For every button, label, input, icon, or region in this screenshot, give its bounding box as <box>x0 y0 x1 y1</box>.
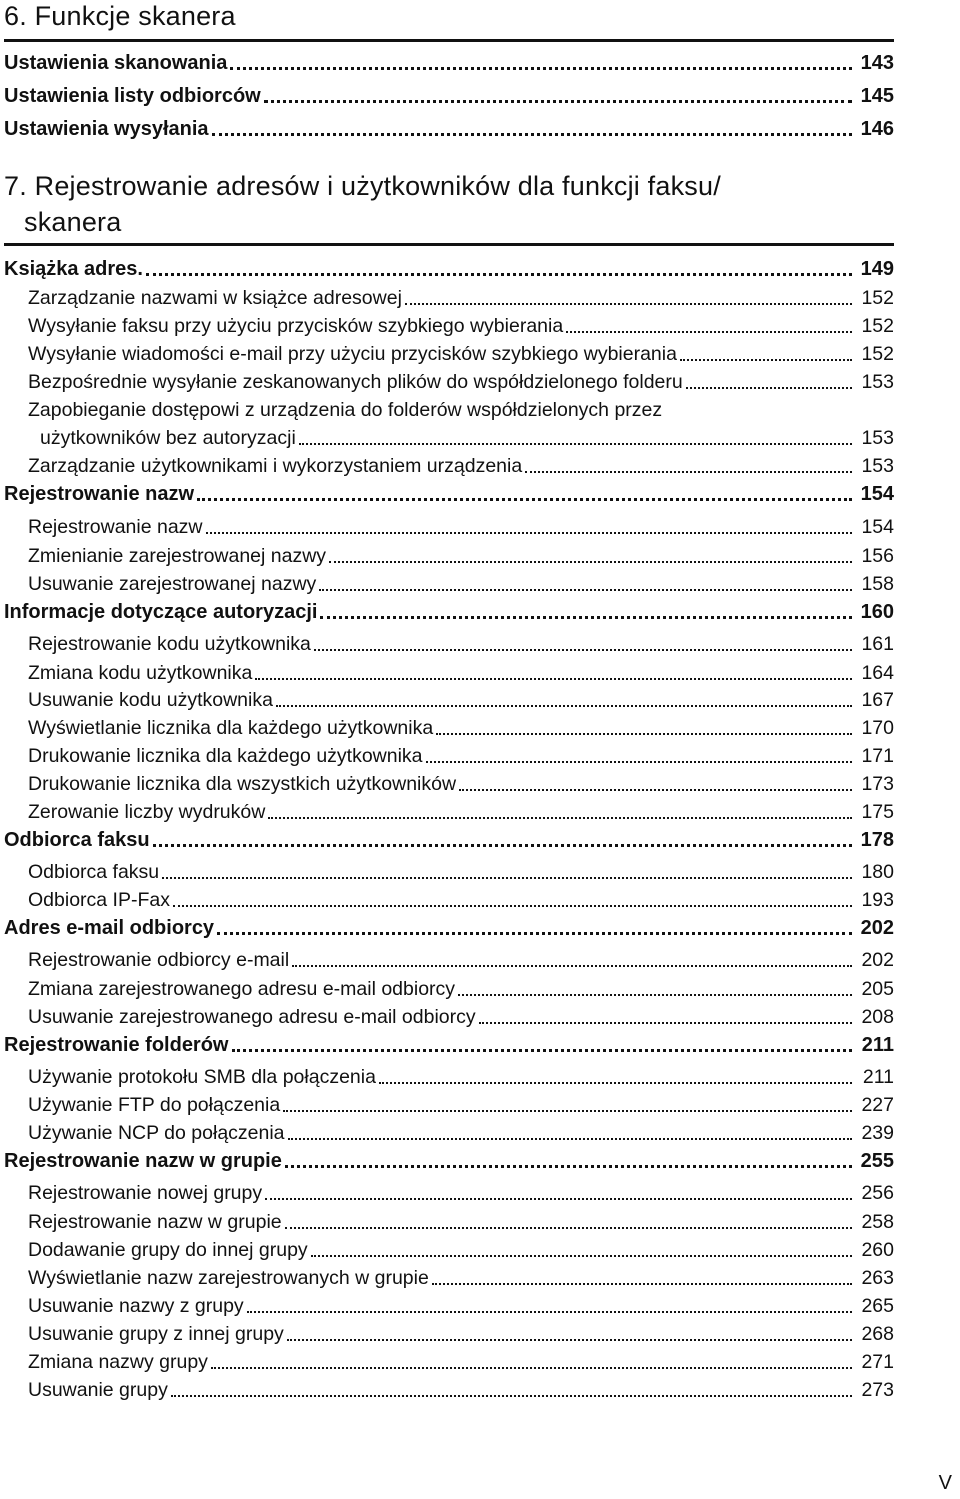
toc-dot-leader <box>314 649 852 651</box>
toc-dot-leader <box>311 1255 852 1257</box>
toc-entry-text: Rejestrowanie odbiorcy e-mail <box>28 949 290 971</box>
toc-entry-text: Wysyłanie wiadomości e-mail przy użyciu przycisków szybkiego wybierania <box>28 343 677 365</box>
toc-entry-text: Zarządzanie nazwami w książce adresowej <box>28 287 402 309</box>
toc-page-number: 258 <box>861 1211 894 1233</box>
toc-page-number: 175 <box>861 801 894 823</box>
toc-entry-text: Książka adres. <box>4 258 143 280</box>
toc-entry-text: Rejestrowanie nazw w grupie <box>28 1211 282 1233</box>
toc-page-number: 268 <box>861 1323 894 1345</box>
toc-dot-leader <box>265 1198 852 1200</box>
toc-entry-text: Usuwanie nazwy z grupy <box>28 1295 244 1317</box>
toc-entry-text: Drukowanie licznika dla każdego użytkownika <box>28 745 423 767</box>
toc-dot-leader <box>405 303 852 305</box>
toc-subsection-entry[interactable] <box>0 340 894 368</box>
toc-dot-leader <box>458 994 852 996</box>
toc-dot-leader <box>287 1339 852 1341</box>
toc-subsection-entry[interactable] <box>0 686 894 714</box>
toc-subsection-entry[interactable] <box>0 368 894 396</box>
toc-dot-leader <box>206 532 852 534</box>
toc-entry-text: Rejestrowanie nazw <box>4 483 195 505</box>
toc-page-number: 260 <box>861 1239 894 1261</box>
toc-entry-text: Zarządzanie użytkownikami i wykorzystaniem urządzenia <box>28 455 523 477</box>
toc-subsection-entry[interactable] <box>0 1320 894 1348</box>
toc-section-entry[interactable] <box>0 914 894 942</box>
toc-page-number: 171 <box>861 745 894 767</box>
toc-page-number: 208 <box>861 1006 894 1028</box>
toc-page-number: 263 <box>861 1267 894 1289</box>
toc-dot-leader <box>212 133 852 136</box>
toc-dot-leader <box>292 965 852 967</box>
toc-dot-leader <box>525 471 852 473</box>
toc-section-entry[interactable] <box>0 82 894 110</box>
toc-subsection-entry[interactable] <box>0 1063 894 1091</box>
toc-dot-leader <box>479 1022 852 1024</box>
toc-section-entry[interactable] <box>0 1147 894 1175</box>
toc-section-entry[interactable] <box>0 49 894 77</box>
toc-entry-text: Rejestrowanie nazw w grupie <box>4 1150 282 1172</box>
toc-dot-leader <box>686 387 852 389</box>
toc-page-number: 265 <box>861 1295 894 1317</box>
toc-entry-text: Informacje dotyczące autoryzacji <box>4 601 318 623</box>
toc-page-number: 205 <box>861 978 894 1000</box>
toc-entry-text: Wyświetlanie licznika dla każdego użytkownika <box>28 717 434 739</box>
toc-page-number: 154 <box>860 483 894 505</box>
toc-dot-leader <box>436 733 852 735</box>
toc-entry-text: Odbiorca faksu <box>4 829 150 851</box>
toc-dot-leader <box>299 443 852 445</box>
toc-page-number: 156 <box>861 545 894 567</box>
toc-entry-text: Ustawienia wysyłania <box>4 118 209 140</box>
toc-dot-leader <box>211 1367 852 1369</box>
toc-page-number: 153 <box>861 427 894 449</box>
toc-subsection-entry[interactable] <box>0 742 894 770</box>
toc-dot-leader <box>319 589 852 591</box>
toc-dot-leader <box>232 1049 853 1052</box>
toc-dot-leader <box>426 761 852 763</box>
toc-entry-text: Zerowanie liczby wydruków <box>28 801 266 823</box>
toc-dot-leader <box>153 844 852 847</box>
toc-page-number: 153 <box>861 455 894 477</box>
toc-page-number: 145 <box>860 85 894 107</box>
toc-page-number: 273 <box>861 1379 894 1401</box>
toc-entry-text: Usuwanie zarejestrowanego adresu e-mail odbiorcy <box>28 1006 476 1028</box>
toc-entry-text: Rejestrowanie kodu użytkownika <box>28 633 311 655</box>
toc-page-number: 239 <box>861 1122 894 1144</box>
toc-dot-leader <box>459 789 852 791</box>
toc-page-number: 193 <box>861 889 894 911</box>
toc-entry-text: Bezpośrednie wysyłanie zeskanowanych plików do współdzielonego folderu <box>28 371 683 393</box>
toc-dot-leader <box>217 932 852 935</box>
toc-entry-text: Dodawanie grupy do innej grupy <box>28 1239 308 1261</box>
toc-subsection-entry[interactable] <box>0 798 894 826</box>
toc-subsection-entry[interactable] <box>0 1292 894 1320</box>
chapter-7-rule <box>4 243 894 246</box>
toc-entry-text: Ustawienia skanowania <box>4 52 228 74</box>
toc-page-number: 178 <box>860 829 894 851</box>
toc-page-number: 256 <box>861 1182 894 1204</box>
toc-page-number: 152 <box>861 343 894 365</box>
toc-page-number: 211 <box>862 1066 894 1088</box>
toc-entry-text: Rejestrowanie nazw <box>28 516 203 538</box>
toc-subsection-entry[interactable] <box>0 1348 894 1376</box>
toc-entry-text: Rejestrowanie folderów <box>4 1034 229 1056</box>
toc-subsection-entry[interactable] <box>0 312 894 340</box>
toc-subsection-entry[interactable] <box>0 659 894 687</box>
chapter-7-title-line1: 7. Rejestrowanie adresów i użytkowników dla funkcji faksu/ <box>4 171 721 201</box>
toc-entry-text: Ustawienia listy odbiorców <box>4 85 261 107</box>
toc-dot-leader <box>173 905 852 907</box>
toc-subsection-entry[interactable] <box>0 1376 894 1404</box>
toc-page-number: 170 <box>861 717 894 739</box>
toc-subsection-entry[interactable] <box>0 1119 894 1147</box>
toc-entry-text: użytkowników bez autoryzacji <box>40 427 296 449</box>
toc-subsection-entry[interactable] <box>0 886 894 914</box>
toc-entry-text: Usuwanie grupy <box>28 1379 168 1401</box>
toc-dot-leader <box>197 498 852 501</box>
toc-subsection-entry[interactable] <box>0 570 894 598</box>
toc-dot-leader <box>320 616 852 619</box>
toc-entry-text: Drukowanie licznika dla wszystkich użytkowników <box>28 773 457 795</box>
toc-entry-text: Używanie protokołu SMB dla połączenia <box>28 1066 376 1088</box>
toc-subsection-entry[interactable] <box>0 946 894 974</box>
toc-page-number: 255 <box>860 1150 894 1172</box>
toc-page-number: 153 <box>861 371 894 393</box>
toc-subsection-entry[interactable] <box>0 513 894 541</box>
chapter-6-title: 6. Funkcje skanera <box>4 1 236 31</box>
toc-dot-leader <box>566 331 852 333</box>
toc-subsection-entry[interactable] <box>0 1179 894 1207</box>
toc-page-number: 143 <box>860 52 894 74</box>
toc-page-number: 173 <box>861 773 894 795</box>
toc-dot-leader <box>230 67 852 70</box>
toc-dot-leader <box>329 561 852 563</box>
toc-dot-leader <box>171 1395 852 1397</box>
toc-dot-leader <box>285 1165 852 1168</box>
toc-page-number: 146 <box>860 118 894 140</box>
toc-page-number: 160 <box>860 601 894 623</box>
toc-page-number: 158 <box>861 573 894 595</box>
toc-entry-text: Używanie NCP do połączenia <box>28 1122 285 1144</box>
page-number: V <box>938 1472 952 1494</box>
toc-entry-text: Wyświetlanie nazw zarejestrowanych w grupie <box>28 1267 429 1289</box>
toc-page-number: 271 <box>861 1351 894 1373</box>
toc-subsection-entry[interactable] <box>0 542 894 570</box>
toc-entry-text: Odbiorca IP-Fax <box>28 889 170 911</box>
toc-subsection-entry[interactable] <box>0 424 894 452</box>
toc-entry-text: Wysyłanie faksu przy użyciu przycisków szybkiego wybierania <box>28 315 564 337</box>
toc-subsection-entry[interactable] <box>0 452 894 480</box>
toc-dot-leader <box>247 1311 852 1313</box>
toc-page-number: 202 <box>861 949 894 971</box>
toc-page-number: 202 <box>860 917 894 939</box>
chapter-7-title-line2: skanera <box>24 207 122 237</box>
toc-subsection-entry[interactable] <box>0 1091 894 1119</box>
toc-dot-leader <box>288 1138 852 1140</box>
toc-entry-text: Zmiana nazwy grupy <box>28 1351 208 1373</box>
toc-section-entry[interactable] <box>0 115 894 143</box>
toc-dot-leader <box>283 1110 852 1112</box>
toc-dot-leader <box>264 100 852 103</box>
toc-section-entry[interactable] <box>0 480 894 508</box>
toc-dot-leader <box>285 1227 852 1229</box>
chapter-6-rule <box>4 39 894 42</box>
toc-section-entry[interactable] <box>0 826 894 854</box>
toc-dot-leader <box>162 877 852 879</box>
toc-subsection-entry[interactable] <box>0 714 894 742</box>
toc-entry-text: Usuwanie kodu użytkownika <box>28 689 273 711</box>
toc-page-number: 164 <box>861 662 894 684</box>
toc-entry-text: Usuwanie zarejestrowanej nazwy <box>28 573 317 595</box>
toc-page-number: 180 <box>861 861 894 883</box>
toc-section-entry[interactable] <box>0 255 894 283</box>
toc-subsection-entry[interactable] <box>0 630 894 658</box>
toc-dot-leader <box>680 359 852 361</box>
toc-page-number: 152 <box>861 287 894 309</box>
toc-entry-text: Usuwanie grupy z innej grupy <box>28 1323 284 1345</box>
toc-page-number: 152 <box>861 315 894 337</box>
toc-entry-text: Adres e-mail odbiorcy <box>4 917 215 939</box>
toc-dot-leader <box>255 678 852 680</box>
toc-subsection-entry[interactable] <box>0 1264 894 1292</box>
toc-dot-leader <box>276 705 852 707</box>
toc-page-number: 227 <box>861 1094 894 1116</box>
toc-subsection-entry[interactable] <box>0 975 894 1003</box>
toc-entry-text: Odbiorca faksu <box>28 861 160 883</box>
toc-page-number: 211 <box>861 1034 894 1056</box>
toc-entry-text: Zmienianie zarejestrowanej nazwy <box>28 545 327 567</box>
toc-entry-text: Zmiana zarejestrowanego adresu e-mail odbiorcy <box>28 978 456 1000</box>
toc-entry-text: Zmiana kodu użytkownika <box>28 662 253 684</box>
toc-page-number: 167 <box>861 689 894 711</box>
toc-dot-leader <box>268 817 852 819</box>
toc-page-number: 154 <box>861 516 894 538</box>
toc-subsection-entry[interactable] <box>0 858 894 886</box>
toc-subsection-entry[interactable] <box>0 770 894 798</box>
toc-subsection-entry[interactable] <box>0 1208 894 1236</box>
toc-subsection-entry[interactable] <box>0 1003 894 1031</box>
toc-subsection-entry[interactable] <box>0 284 894 312</box>
toc-entry-text: Rejestrowanie nowej grupy <box>28 1182 263 1204</box>
toc-section-entry[interactable] <box>0 598 894 626</box>
toc-dot-leader <box>379 1082 852 1084</box>
toc-section-entry[interactable] <box>0 1031 894 1059</box>
toc-entry-text: Używanie FTP do połączenia <box>28 1094 281 1116</box>
toc-page-number: 161 <box>861 633 894 655</box>
toc-entry-text-line1: Zapobieganie dostępowi z urządzenia do folderów współdzielonych przez <box>28 399 663 421</box>
toc-dot-leader <box>146 273 852 276</box>
toc-page-number: 149 <box>860 258 894 280</box>
toc-subsection-entry[interactable] <box>0 1236 894 1264</box>
toc-dot-leader <box>432 1283 852 1285</box>
